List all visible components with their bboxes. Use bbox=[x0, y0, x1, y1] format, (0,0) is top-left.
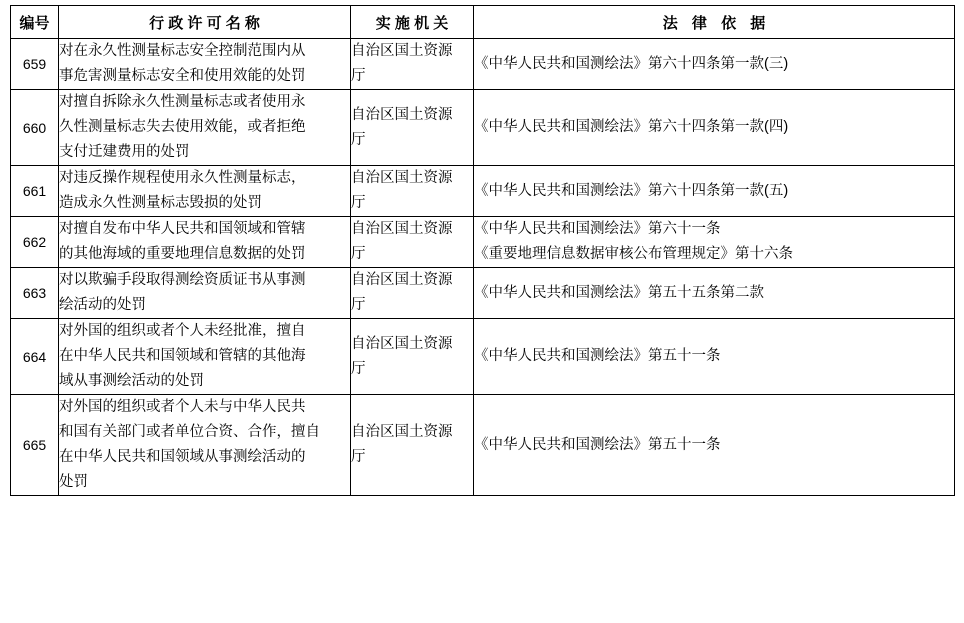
table-row bbox=[11, 166, 955, 217]
cell-legal-basis bbox=[474, 395, 955, 496]
authority-line: 自治区国土资源 bbox=[351, 221, 453, 237]
column-header-authority bbox=[351, 6, 474, 39]
table-row bbox=[11, 319, 955, 395]
column-header-legal-basis bbox=[474, 6, 955, 39]
authority-line: 厅 bbox=[351, 297, 366, 313]
authority-line: 厅 bbox=[351, 131, 366, 148]
table-row bbox=[11, 217, 955, 268]
permission-name-line: 对违反操作规程使用永久性测量标志， bbox=[59, 170, 306, 186]
table-row bbox=[11, 90, 955, 166]
cell-number: 664 bbox=[11, 319, 59, 395]
cell-legal-basis bbox=[474, 268, 955, 319]
column-header-authority-label: 实 施 机 关 bbox=[375, 14, 449, 32]
permission-name-line: 的其他海域的重要地理信息数据的处罚 bbox=[59, 246, 306, 262]
legal-basis-line: 《中华人民共和国测绘法》第五十一条 bbox=[474, 348, 721, 364]
column-header-permission-name bbox=[59, 6, 351, 39]
column-header-legal-basis-label: 法 律 依 据 bbox=[662, 14, 771, 32]
legal-basis-line: 《中华人民共和国测绘法》第五十五条第二款 bbox=[474, 284, 764, 301]
table-header-row bbox=[11, 6, 955, 39]
permission-name-line: 对擅自拆除永久性测量标志或者使用永 bbox=[59, 94, 306, 110]
cell-permission-name bbox=[59, 90, 351, 166]
permission-name-line: 处罚 bbox=[59, 474, 88, 490]
authority-line: 自治区国土资源 bbox=[351, 43, 453, 59]
legal-basis-line: 《中华人民共和国测绘法》第六十一条 bbox=[474, 221, 721, 237]
cell-number: 665 bbox=[11, 395, 59, 496]
authority-line: 厅 bbox=[351, 195, 366, 211]
permission-name-line: 绘活动的处罚 bbox=[59, 297, 146, 313]
cell-legal-basis bbox=[474, 39, 955, 90]
table-row bbox=[11, 39, 955, 90]
table-header bbox=[11, 6, 955, 39]
permission-name-line: 域从事测绘活动的处罚 bbox=[59, 373, 204, 389]
table-row bbox=[11, 395, 955, 496]
permission-name-line: 对外国的组织或者个人未经批准，擅自 bbox=[59, 323, 306, 339]
legal-basis-line: 《重要地理信息数据审核公布管理规定》第十六条 bbox=[474, 246, 793, 262]
cell-authority bbox=[351, 217, 474, 268]
permission-name-line: 支付迁建费用的处罚 bbox=[59, 144, 190, 160]
legal-basis-line: 《中华人民共和国测绘法》第五十一条 bbox=[474, 436, 721, 453]
permission-name-line: 久性测量标志失去使用效能，或者拒绝 bbox=[59, 119, 306, 135]
legal-basis-line: 《中华人民共和国测绘法》第六十四条第一款(三) bbox=[474, 55, 789, 72]
legal-basis-line: 《中华人民共和国测绘法》第六十四条第一款(五) bbox=[474, 182, 789, 199]
cell-authority bbox=[351, 39, 474, 90]
cell-legal-basis bbox=[474, 166, 955, 217]
permission-name-line: 对在永久性测量标志安全控制范围内从 bbox=[59, 43, 306, 59]
cell-permission-name bbox=[59, 166, 351, 217]
permission-name-line: 对外国的组织或者个人未与中华人民共 bbox=[59, 399, 306, 415]
cell-authority bbox=[351, 166, 474, 217]
cell-number: 663 bbox=[11, 268, 59, 319]
authority-line: 自治区国土资源 bbox=[351, 335, 453, 352]
column-header-permission-name-label: 行 政 许 可 名 称 bbox=[149, 14, 260, 32]
authority-line: 厅 bbox=[351, 449, 366, 465]
cell-legal-basis bbox=[474, 319, 955, 395]
permission-name-line: 对以欺骗手段取得测绘资质证书从事测 bbox=[59, 272, 306, 288]
cell-number: 661 bbox=[11, 166, 59, 217]
cell-permission-name bbox=[59, 217, 351, 268]
authority-line: 厅 bbox=[351, 68, 366, 84]
permission-name-line: 在中华人民共和国领域和管辖的其他海 bbox=[59, 348, 306, 364]
cell-number: 660 bbox=[11, 90, 59, 166]
table-row bbox=[11, 268, 955, 319]
cell-authority bbox=[351, 319, 474, 395]
authority-line: 厅 bbox=[351, 246, 366, 262]
cell-number: 662 bbox=[11, 217, 59, 268]
permission-name-line: 在中华人民共和国领域从事测绘活动的 bbox=[59, 449, 306, 465]
legal-basis-line: 《中华人民共和国测绘法》第六十四条第一款(四) bbox=[474, 119, 789, 135]
authority-line: 自治区国土资源 bbox=[351, 106, 453, 123]
cell-legal-basis bbox=[474, 90, 955, 166]
cell-permission-name bbox=[59, 268, 351, 319]
cell-permission-name bbox=[59, 319, 351, 395]
authority-line: 自治区国土资源 bbox=[351, 272, 453, 288]
cell-permission-name bbox=[59, 395, 351, 496]
permission-name-line: 造成永久性测量标志毁损的处罚 bbox=[59, 195, 262, 211]
cell-legal-basis bbox=[474, 217, 955, 268]
cell-number: 659 bbox=[11, 39, 59, 90]
authority-line: 自治区国土资源 bbox=[351, 424, 453, 440]
column-header-number-label: 编号 bbox=[19, 14, 50, 32]
cell-permission-name bbox=[59, 39, 351, 90]
cell-authority bbox=[351, 395, 474, 496]
authority-line: 自治区国土资源 bbox=[351, 170, 453, 186]
permission-name-line: 对擅自发布中华人民共和国领域和管辖 bbox=[59, 221, 306, 237]
authority-line: 厅 bbox=[351, 360, 366, 377]
permission-name-line: 事危害测量标志安全和使用效能的处罚 bbox=[59, 68, 306, 84]
table-body bbox=[11, 39, 955, 496]
permission-name-line: 和国有关部门或者单位合资、合作，擅自 bbox=[59, 424, 320, 440]
cell-authority bbox=[351, 90, 474, 166]
administrative-permission-table bbox=[10, 5, 955, 496]
column-header-number bbox=[11, 6, 59, 39]
cell-authority bbox=[351, 268, 474, 319]
